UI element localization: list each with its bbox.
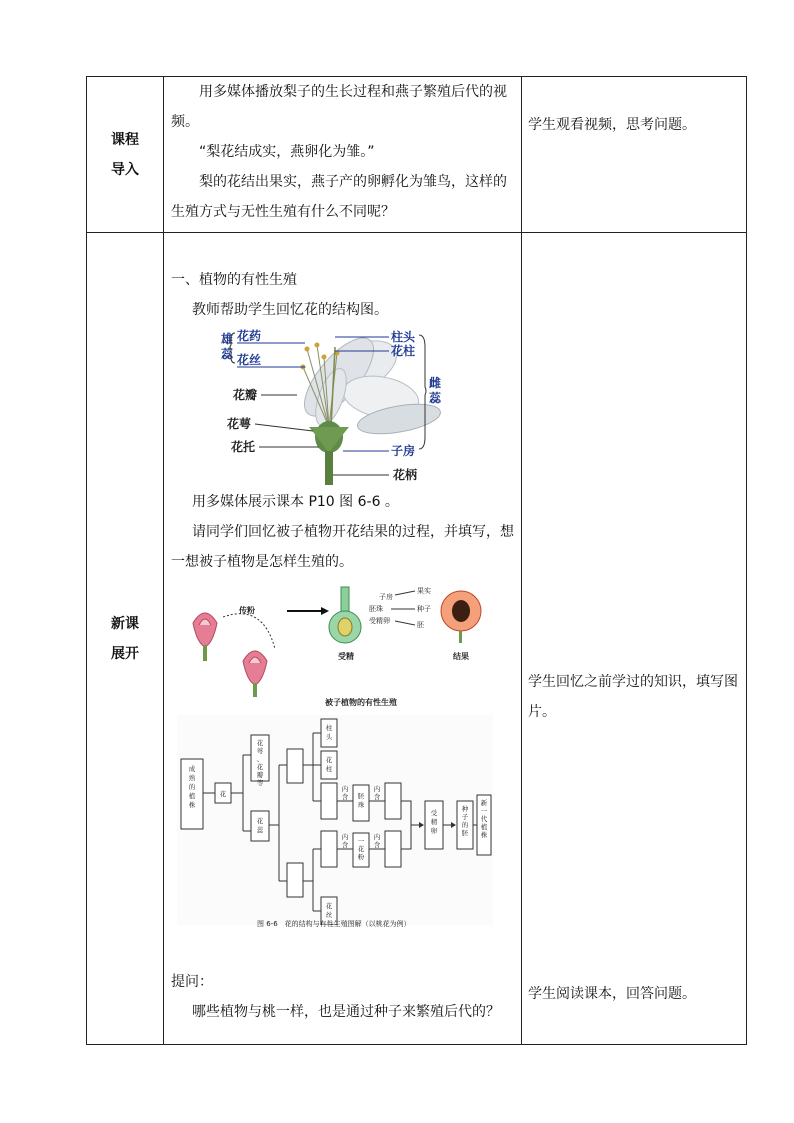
paragraph: 学生回忆之前学过的知识，填写图片。	[528, 674, 738, 720]
label-contains-1: 内含	[341, 785, 349, 801]
box-empty-1	[287, 749, 303, 783]
arrow-line	[395, 621, 415, 625]
leader-line	[255, 424, 313, 431]
label-male-group-2: 蕊	[221, 347, 234, 361]
flow-chart-6-6	[177, 715, 493, 925]
box-text: 花	[219, 790, 227, 798]
paragraph: 教师帮助学生回忆花的结构图。	[192, 302, 388, 318]
arrow-line	[395, 591, 415, 595]
label-contains-4: 内含	[373, 833, 381, 849]
stalk-shape	[325, 451, 333, 485]
label-filament: 花丝	[237, 353, 262, 367]
label-part-zygote: 受精卵	[369, 617, 390, 625]
pistil-illustration	[329, 587, 361, 643]
box-text: 柱头	[325, 724, 333, 741]
box-text: 花蕊	[256, 817, 264, 834]
box-empty-6	[385, 831, 401, 867]
label-receptacle: 花托	[231, 440, 256, 454]
label-sepal: 花萼	[227, 417, 252, 431]
paragraph: 用多媒体播放梨子的生长过程和燕子繁殖后代的视频。	[171, 84, 507, 130]
box-empty-4	[385, 783, 401, 819]
row-new-lesson	[87, 233, 747, 1045]
question-text: 哪些植物与桃一样，也是通过种子来繁殖后代的？	[192, 1004, 500, 1020]
label-style: 花柱	[391, 344, 416, 358]
label-stigma: 柱头	[391, 330, 416, 344]
flower-illustration-2	[243, 651, 267, 697]
label-pollination: 传粉	[239, 606, 255, 615]
label-fruiting: 结果	[453, 652, 469, 661]
box-empty-2	[287, 863, 303, 897]
label-result-seed: 种子	[417, 605, 431, 613]
section-heading: 一、植物的有性生殖	[171, 272, 297, 288]
paragraph: 学生观看视频，思考问题。	[528, 117, 696, 133]
row-label-new-lesson	[87, 233, 164, 1045]
paragraph: 请同学们回忆被子植物开花结果的过程，并填写，想一想被子植物是怎样生殖的。	[171, 524, 514, 570]
label-anther: 花药	[237, 329, 262, 343]
label-part-ovary: 子房	[379, 593, 393, 601]
label-fertilization: 受精	[338, 652, 354, 661]
box-text: 一花粉	[357, 837, 365, 861]
student-activity-new	[522, 233, 747, 1045]
box-text: 胚珠	[357, 792, 365, 809]
label-pedicel: 花柄	[393, 468, 418, 482]
label-line: 新课	[111, 615, 139, 632]
paragraph: 梨的花结出果实，燕子产的卵孵化为雏鸟，这样的生殖方式与无性生殖有什么不同呢？	[171, 174, 507, 220]
label-line: 课程	[111, 131, 139, 148]
flower-structure-diagram	[219, 327, 449, 487]
flow-chart-caption: 图 6-6 花的结构与有性生殖图解（以桃花为例）	[257, 920, 411, 928]
label-line: 展开	[111, 645, 139, 662]
row-label-intro	[87, 77, 164, 233]
box-text: 成熟的植株	[188, 765, 196, 809]
student-activity-intro	[522, 77, 747, 233]
label-ovary: 子房	[391, 444, 416, 458]
box-empty-5	[321, 831, 337, 867]
box-text: 花萼、花瓣等	[256, 739, 264, 787]
question-label: 提问：	[171, 974, 213, 990]
label-female-group-1: 雌	[429, 376, 442, 390]
figure-caption: 被子植物的有性生殖	[325, 698, 397, 707]
label-female-group-2: 蕊	[429, 391, 442, 405]
label-petal: 花瓣	[233, 388, 258, 402]
box-text: 受精卵	[430, 809, 438, 835]
fruit-illustration	[441, 591, 481, 643]
paragraph: 学生阅读课本，回答问题。	[528, 986, 696, 1002]
teacher-activity-intro	[164, 77, 522, 233]
lesson-table	[86, 76, 747, 1045]
label-male-group-1: 雄	[221, 332, 234, 346]
bracket-right	[419, 335, 426, 449]
paragraph: 用多媒体展示课本 P10 图 6-6 。	[192, 494, 399, 510]
teacher-activity-new	[164, 233, 522, 1045]
box-text: 新一代植株	[480, 799, 488, 839]
flower-illustration-1	[193, 613, 217, 661]
box-text: 种子的胚	[461, 805, 469, 837]
row-intro	[87, 77, 747, 233]
label-contains-3: 内含	[341, 833, 349, 849]
paragraph: “梨花结成实，燕卵化为雏。”	[199, 144, 375, 160]
label-result-fruit: 果实	[417, 587, 431, 595]
pollination-curve	[223, 614, 275, 649]
label-part-ovule: 胚珠	[369, 605, 383, 613]
label-contains-2: 内含	[373, 785, 381, 801]
label-result-embryo: 胚	[417, 621, 424, 629]
reproduction-figure	[183, 583, 483, 715]
label-line: 导入	[111, 161, 139, 178]
box-text: 花丝	[325, 902, 333, 919]
sepals-shape	[309, 427, 349, 453]
arrow-head	[321, 607, 329, 615]
box-empty-3	[321, 783, 337, 819]
box-text: 花柱	[325, 756, 333, 773]
